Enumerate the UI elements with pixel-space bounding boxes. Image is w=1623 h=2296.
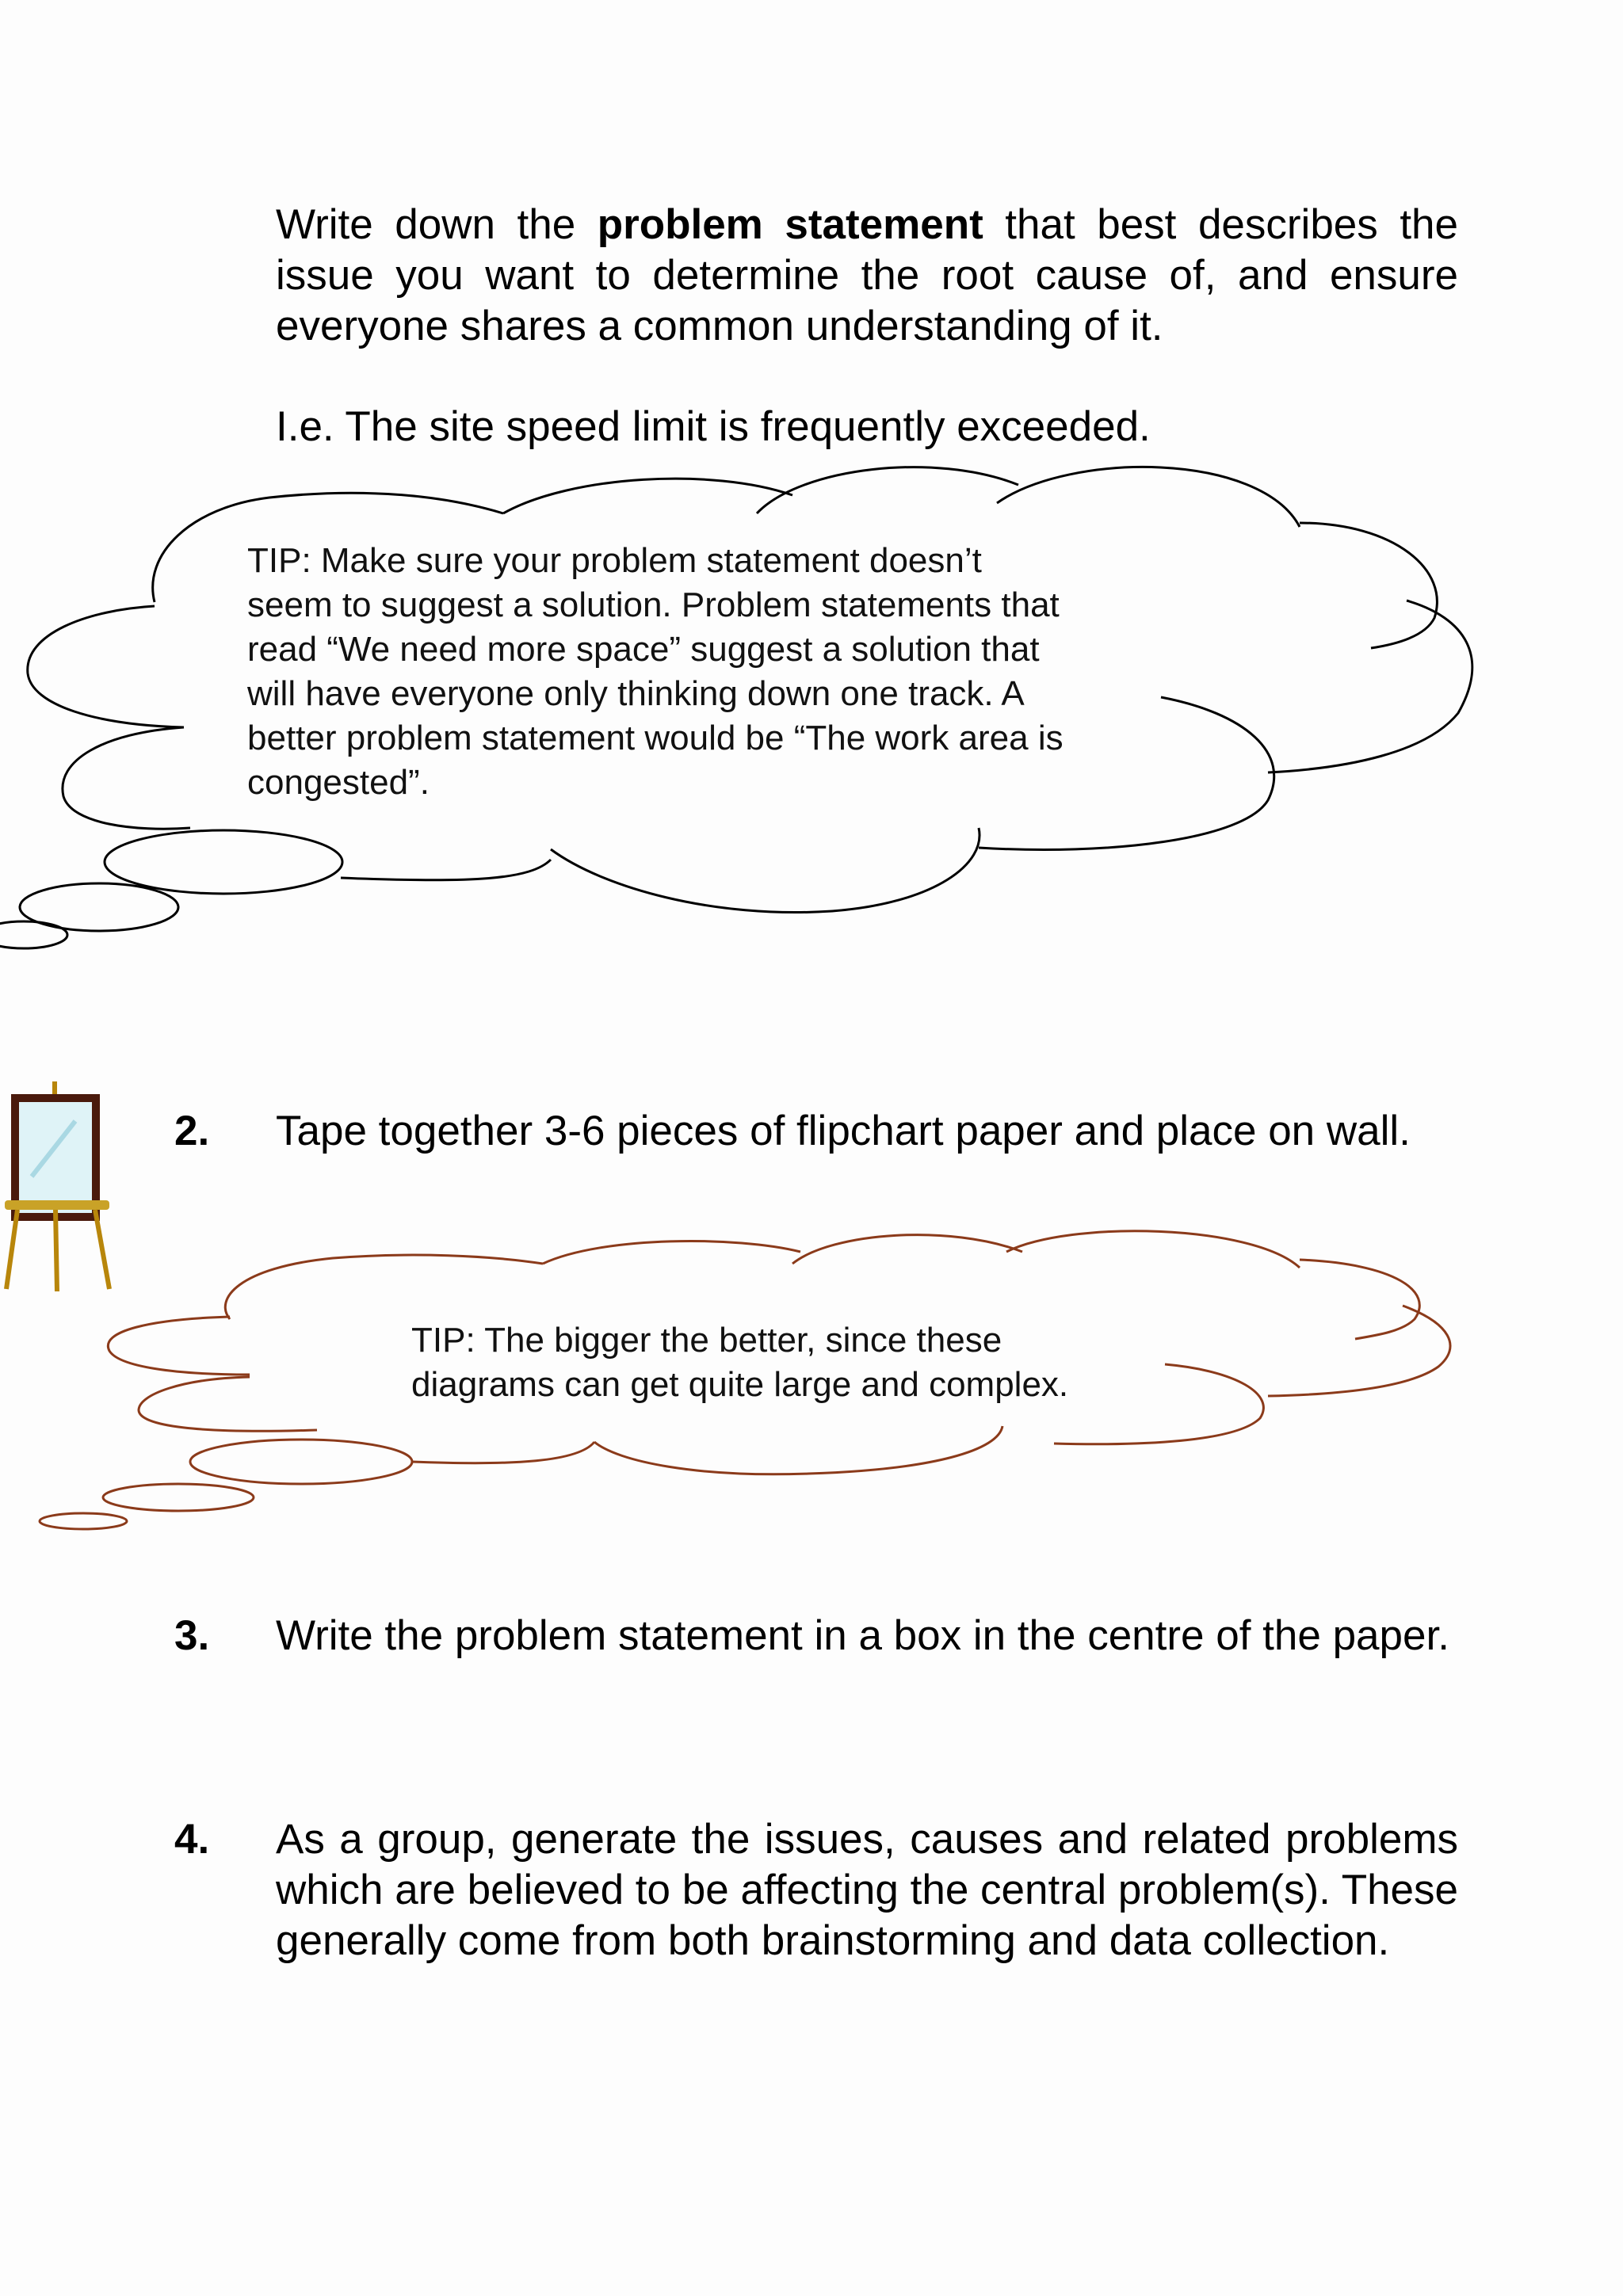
tip2-line: TIP: The bigger the better, since these (411, 1321, 1002, 1360)
step4-text: As a group, generate the issues, causes and related problems which are believed to be affecting the central problem(s). These generally come from both brainstorming and data collection. (276, 1816, 1458, 1964)
step3-text: Write the problem statement in a box in the centre of the paper. (276, 1612, 1449, 1659)
step2-number: 2. (174, 1108, 210, 1154)
tip2-thought-bubbles (40, 1440, 412, 1529)
step4-number: 4. (174, 1816, 210, 1863)
tip1-line: better problem statement would be “The work area is (247, 719, 1064, 757)
step1-text-bold: problem statement (597, 201, 983, 248)
tip1-thought-bubbles (0, 830, 342, 948)
tip1-line: will have everyone only thinking down one track. A (247, 674, 1025, 713)
tip1-text (247, 539, 1246, 805)
step2-text: Tape together 3-6 pieces of flipchart paper and place on wall. (276, 1108, 1411, 1154)
tip1-line: congested”. (247, 763, 430, 802)
step1-text-before: Write down the (276, 201, 598, 248)
tip2-line: diagrams can get quite large and complex. (411, 1365, 1069, 1404)
tip2-text (411, 1318, 1204, 1407)
step1-example: I.e. The site speed limit is frequently exceeded. (276, 403, 1151, 450)
tip1-line: read “We need more space” suggest a solution that (247, 630, 1040, 669)
tip1-line: seem to suggest a solution. Problem statements that (247, 585, 1060, 624)
tip1-line: TIP: Make sure your problem statement doesn’t (247, 541, 982, 580)
tip1-thought-cloud (0, 0, 1623, 1030)
step1-text-after: that best describes the issue you want to determine the root cause of, and ensure everyone shares a common understanding of it. (276, 201, 1459, 349)
step3-number: 3. (174, 1612, 210, 1659)
